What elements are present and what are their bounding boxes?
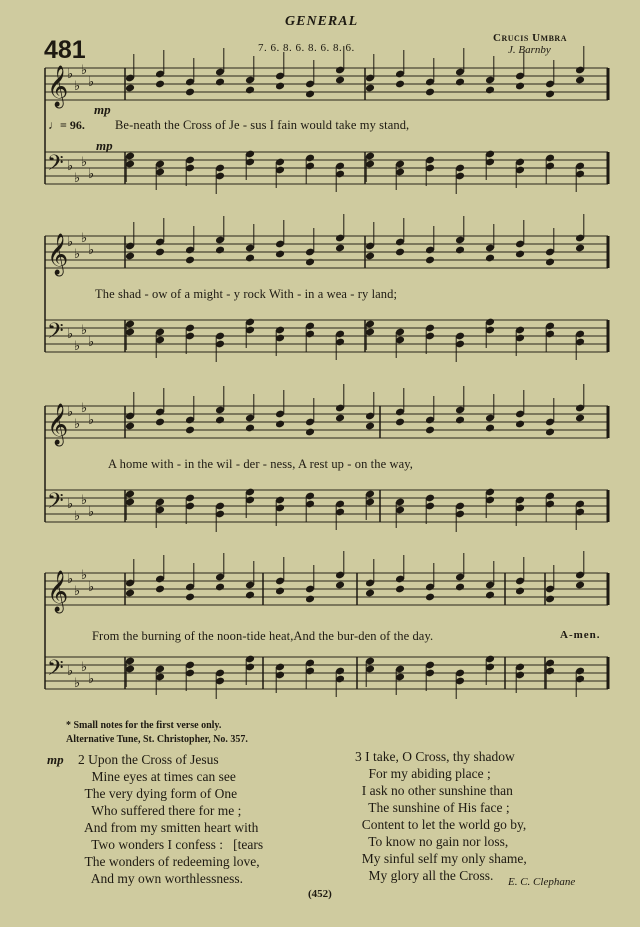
note-head <box>215 246 225 255</box>
note-head <box>185 256 195 265</box>
lyric-line-3: A home with - in the wil - der - ness, A rest up - on the way, <box>108 457 413 471</box>
dynamic-bass: mp <box>96 138 113 153</box>
flat-icon: ♭ <box>74 675 81 690</box>
lyric-line-1: Be-neath the Cross of Je - sus I fain would take my stand, <box>115 118 410 132</box>
flat-icon: ♭ <box>67 663 74 678</box>
flat-icon: ♭ <box>81 400 88 415</box>
flat-icon: ♭ <box>81 322 88 337</box>
flat-icon: ♭ <box>88 412 95 427</box>
page-number: (452) <box>308 888 332 900</box>
note-head <box>305 90 315 99</box>
note-head <box>335 244 345 253</box>
note-head <box>215 583 225 592</box>
note-head <box>455 246 465 255</box>
note-head <box>545 428 555 437</box>
note-head <box>485 591 495 600</box>
note-head <box>125 84 135 93</box>
note-head <box>575 244 585 253</box>
flat-icon: ♭ <box>81 659 88 674</box>
note-head <box>155 248 165 257</box>
flat-icon: ♭ <box>81 62 88 77</box>
note-head <box>305 258 315 267</box>
note-head <box>185 593 195 602</box>
flat-icon: ♭ <box>67 66 74 81</box>
flat-icon: ♭ <box>81 567 88 582</box>
note-head <box>425 88 435 97</box>
note-head <box>515 420 525 429</box>
verse-3: 3 I take, O Cross, thy shadow For my abiding place ; I ask no other sunshine than The sunshine of His face ; Content to let the world go by, To know no gain nor loss, My sinful self my only shame, My glory all the Cross. <box>355 749 527 883</box>
note-head <box>515 250 525 259</box>
note-head <box>365 252 375 261</box>
note-head <box>125 589 135 598</box>
note-head <box>425 426 435 435</box>
note-head <box>185 426 195 435</box>
hymn-number: 481 <box>44 36 86 64</box>
treble-clef-icon: 𝄞 <box>47 404 69 445</box>
note-head <box>335 76 345 85</box>
flat-icon: ♭ <box>67 234 74 249</box>
note-head <box>485 86 495 95</box>
flat-icon: ♭ <box>74 338 81 353</box>
flat-icon: ♭ <box>88 242 95 257</box>
tempo-marking: ♩= 96. <box>48 118 85 132</box>
bass-clef-icon: 𝄢 <box>47 489 64 519</box>
flat-icon: ♭ <box>67 326 74 341</box>
section-heading: GENERAL <box>285 14 359 29</box>
flat-icon: ♭ <box>74 78 81 93</box>
note-head <box>545 258 555 267</box>
bass-clef-icon: 𝄢 <box>47 656 64 686</box>
quarter-note-icon: ♩ <box>48 118 60 132</box>
bass-clef-icon: 𝄢 <box>47 151 64 181</box>
flat-icon: ♭ <box>88 579 95 594</box>
flat-icon: ♭ <box>74 583 81 598</box>
flat-icon: ♭ <box>88 334 95 349</box>
small-notes-footnote: * Small notes for the first verse only. <box>66 720 222 731</box>
amen-label: A-men. <box>560 629 601 641</box>
flat-icon: ♭ <box>67 496 74 511</box>
note-head <box>425 256 435 265</box>
treble-clef-icon: 𝄞 <box>47 66 69 107</box>
flat-icon: ♭ <box>88 74 95 89</box>
flat-icon: ♭ <box>81 154 88 169</box>
flat-icon: ♭ <box>81 492 88 507</box>
lyric-line-4: From the burning of the noon-tide heat,And the bur-den of the day. <box>92 629 434 643</box>
note-head <box>155 80 165 89</box>
flat-icon: ♭ <box>67 571 74 586</box>
note-head <box>545 90 555 99</box>
note-head <box>455 416 465 425</box>
note-head <box>365 589 375 598</box>
composer-name: J. Barnby <box>508 44 551 56</box>
flat-icon: ♭ <box>67 404 74 419</box>
note-head <box>395 80 405 89</box>
treble-clef-icon: 𝄞 <box>47 571 69 612</box>
note-head <box>575 581 585 590</box>
note-head <box>155 585 165 594</box>
note-head <box>515 82 525 91</box>
bass-clef-icon: 𝄢 <box>47 319 64 349</box>
note-head <box>275 250 285 259</box>
flat-icon: ♭ <box>74 508 81 523</box>
note-head <box>485 254 495 263</box>
note-head <box>485 424 495 433</box>
note-head <box>155 418 165 427</box>
note-head <box>275 82 285 91</box>
note-head <box>515 587 525 596</box>
note-head <box>275 420 285 429</box>
note-head <box>125 422 135 431</box>
note-head <box>455 78 465 87</box>
note-head <box>335 414 345 423</box>
note-head <box>215 416 225 425</box>
treble-clef-icon: 𝄞 <box>47 234 69 275</box>
note-head <box>215 78 225 87</box>
note-head <box>305 595 315 604</box>
flat-icon: ♭ <box>74 170 81 185</box>
flat-icon: ♭ <box>67 158 74 173</box>
note-head <box>245 254 255 263</box>
flat-icon: ♭ <box>74 416 81 431</box>
flat-icon: ♭ <box>81 230 88 245</box>
note-head <box>395 248 405 257</box>
flat-icon: ♭ <box>74 246 81 261</box>
note-head <box>185 88 195 97</box>
lyric-line-2: The shad - ow of a might - y rock With - in a wea - ry land; <box>95 287 398 301</box>
note-head <box>305 428 315 437</box>
note-head <box>365 84 375 93</box>
verse2-dynamic: mp <box>47 752 64 767</box>
note-head <box>575 414 585 423</box>
note-head <box>455 583 465 592</box>
note-head <box>335 581 345 590</box>
note-head <box>425 593 435 602</box>
note-head <box>575 76 585 85</box>
author-name: E. C. Clephane <box>508 876 576 888</box>
meter-line: 7. 6. 8. 6. 8. 6. 8. 6. <box>258 42 355 54</box>
flat-icon: ♭ <box>88 166 95 181</box>
note-head <box>365 422 375 431</box>
dynamic-treble: mp <box>94 102 111 117</box>
note-head <box>245 86 255 95</box>
note-head <box>245 591 255 600</box>
note-head <box>275 587 285 596</box>
note-head <box>395 585 405 594</box>
flat-icon: ♭ <box>88 671 95 686</box>
note-head <box>545 595 555 604</box>
note-head <box>125 252 135 261</box>
note-head <box>395 418 405 427</box>
note-head <box>245 424 255 433</box>
tune-name: Crucis Umbra <box>493 32 567 44</box>
flat-icon: ♭ <box>88 504 95 519</box>
alternative-tune-note: Alternative Tune, St. Christopher, No. 357. <box>66 734 248 745</box>
verse-2: 2 Upon the Cross of Jesus Mine eyes at times can see The very dying form of One Who suffered there for me ; And from my smitten heart with Two wonders I confess : [tears The wonders of redeeming love, And my own worthlessness. <box>78 752 264 886</box>
